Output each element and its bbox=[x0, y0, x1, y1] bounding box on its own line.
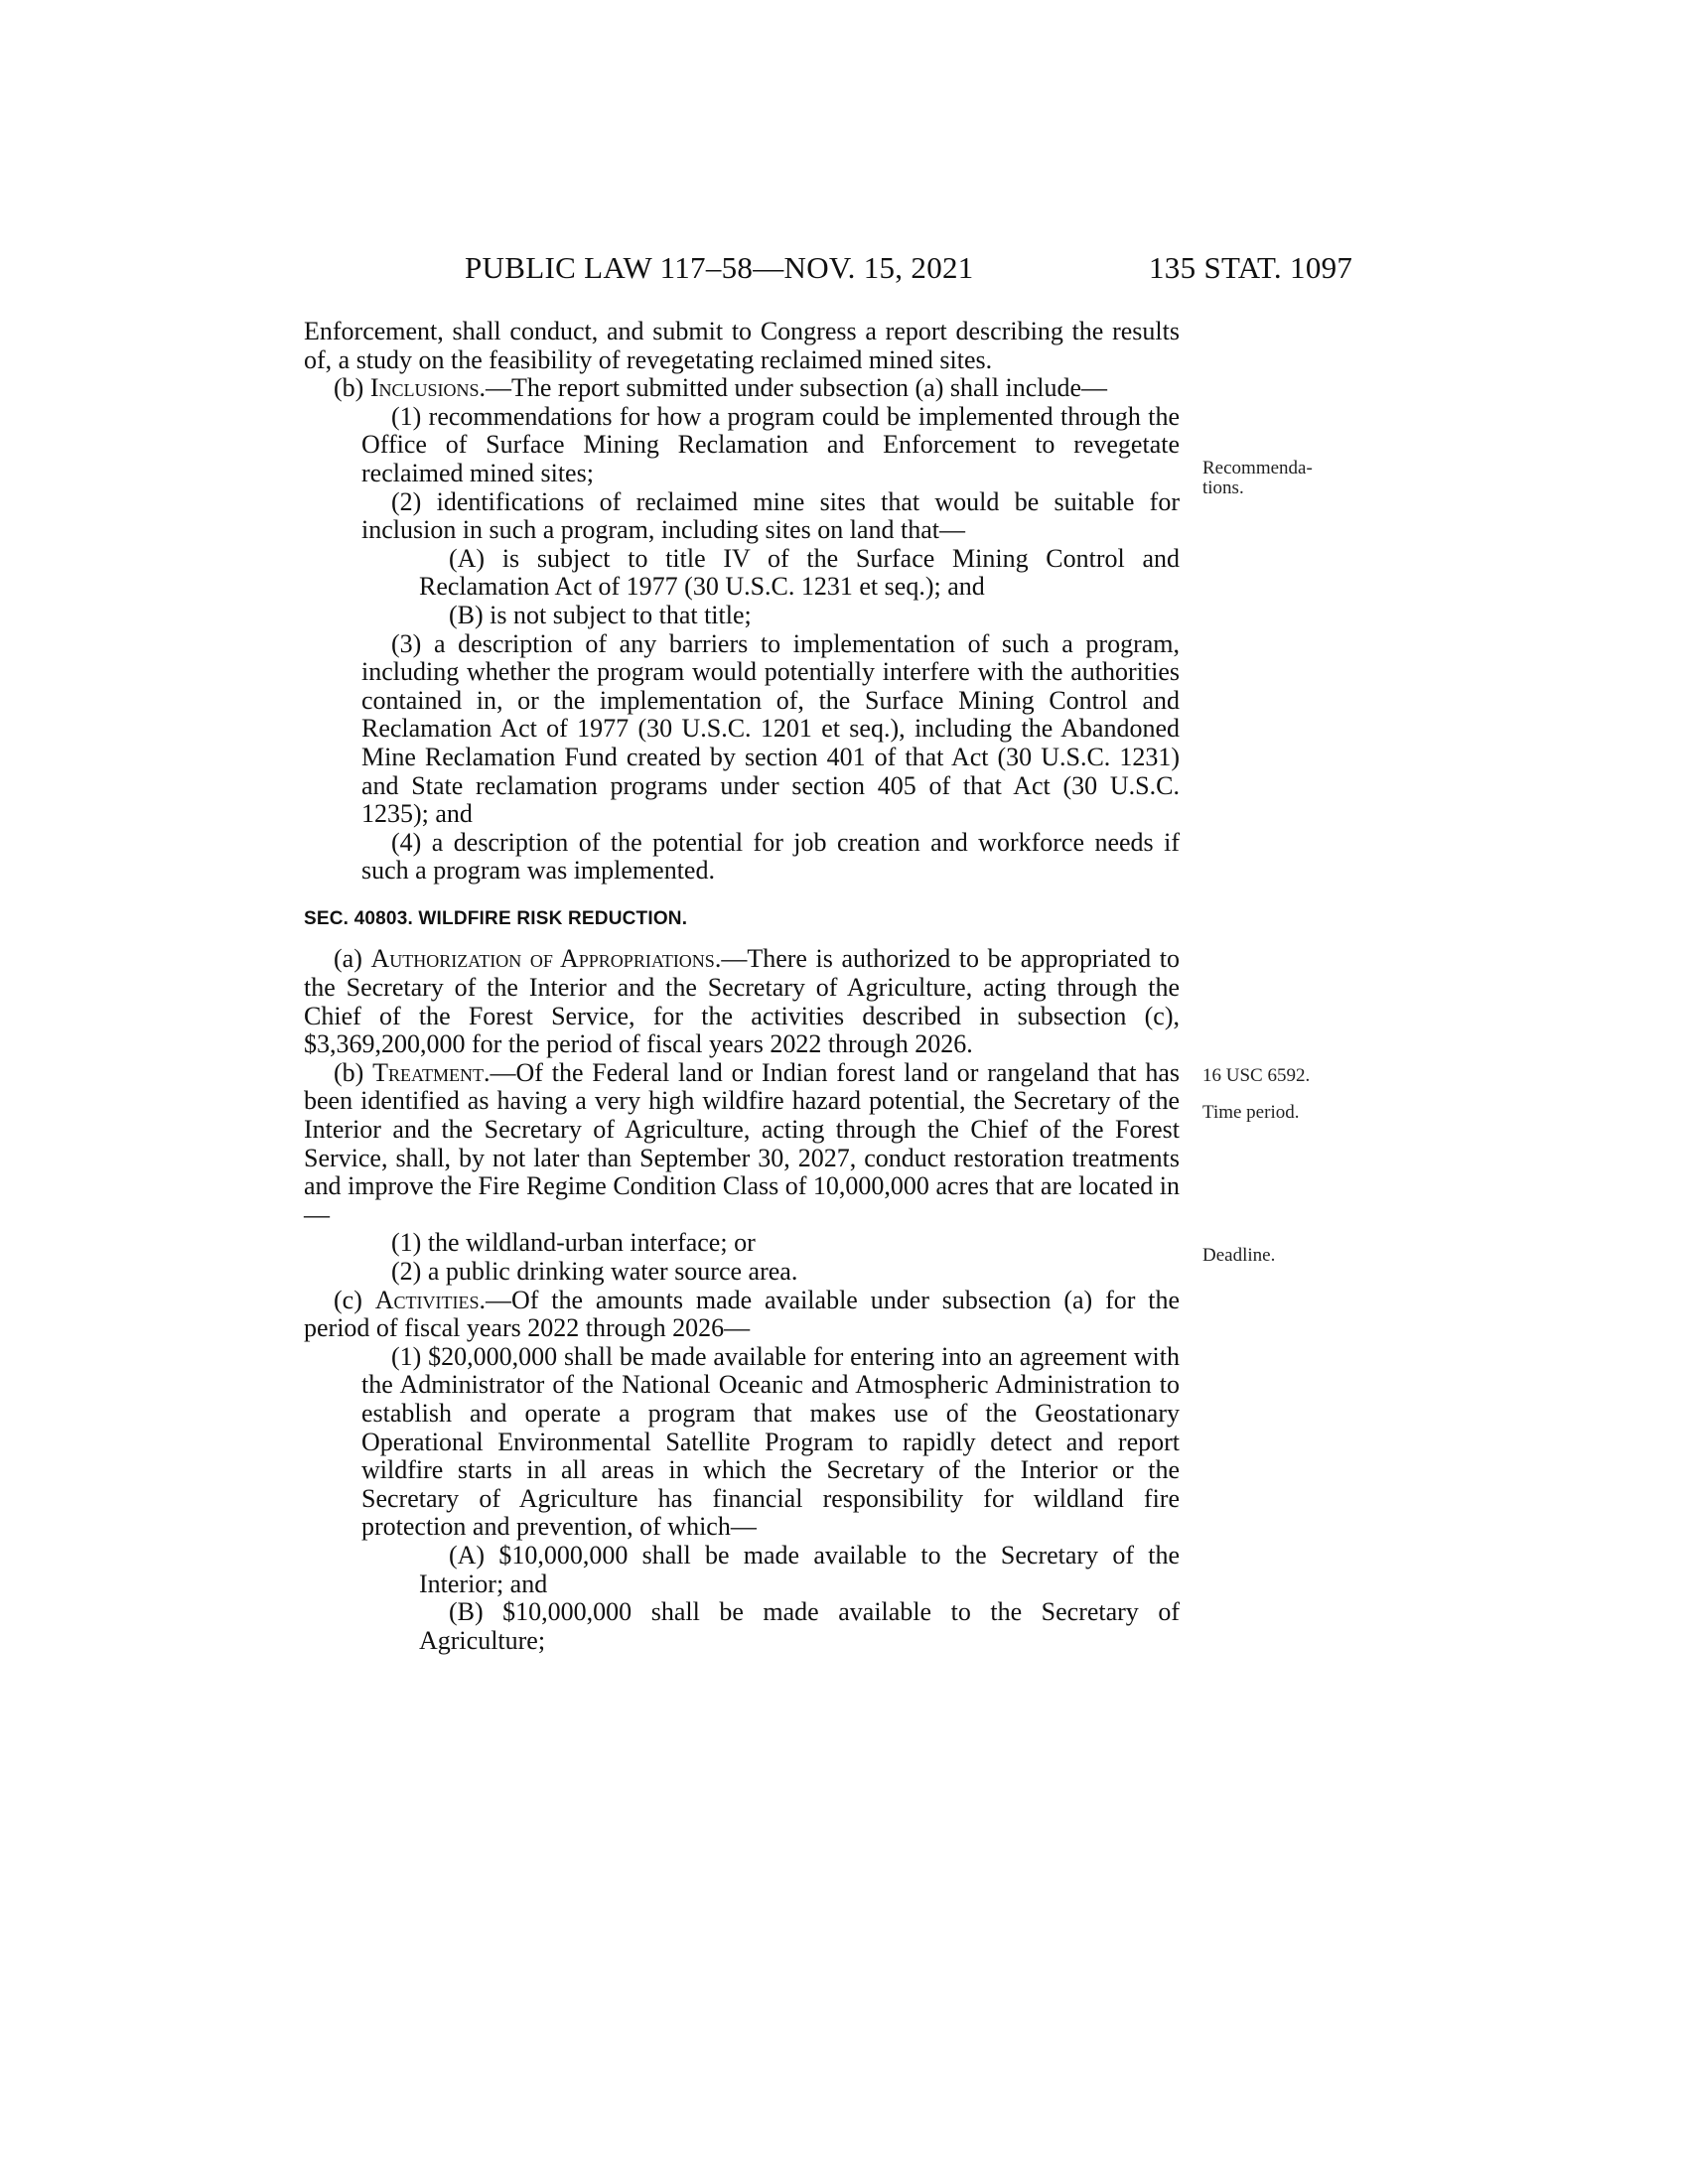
margin-note-line: tions. bbox=[1202, 478, 1244, 498]
subsection-label: (b) bbox=[334, 1057, 373, 1087]
document-body bbox=[304, 318, 1180, 1655]
paragraph-text: (1) recommendations for how a program could be implemented through the Office of Surface Mining Reclamation and Enforcement to revegetate reclaimed mined sites; bbox=[361, 401, 1180, 487]
paragraph-text: (2) identifications of reclaimed mine sites that would be suitable for inclusion in such a program, including sites on land that— bbox=[361, 486, 1180, 545]
subsection-heading: Inclusions bbox=[369, 373, 480, 403]
page-citation: 135 STAT. 1097 bbox=[1149, 250, 1353, 285]
paragraph-text: (B) is not subject to that title; bbox=[449, 600, 752, 629]
subparagraph-item-2a bbox=[304, 545, 1180, 602]
subparagraph-activities-1a bbox=[304, 1542, 1180, 1598]
subsection-label: (c) bbox=[334, 1285, 375, 1314]
paragraph-text: (B) $10,000,000 shall be made available to the Secretary of Agriculture; bbox=[419, 1597, 1180, 1655]
paragraph-text: (2) a public drinking water source area. bbox=[391, 1257, 798, 1286]
subsection-text: .—Of the amounts made available under subsection (a) for the period of fiscal years 2022 through 2026— bbox=[304, 1285, 1180, 1343]
paragraph-text: (1) $20,000,000 shall be made available for entering into an agreement with the Administrator of the National Oceanic and Atmospheric Administration to establish and operate a program that makes use of the Geostationary Operational Environmental Satellite Program to rapidly detect and report wildfire starts in all areas in which the Secretary of the Interior or the Secretary of Agriculture has financial responsibility for wildland fire protection and prevention, of which— bbox=[361, 1341, 1180, 1542]
margin-note-line: Recommenda- bbox=[1202, 458, 1313, 478]
paragraph-item-2 bbox=[304, 488, 1180, 545]
paragraph-text: (A) is subject to title IV of the Surface Mining Control and Reclamation Act of 1977 (30 U.S.C. 1231 et seq.); and bbox=[419, 543, 1180, 602]
paragraph-item-4 bbox=[304, 829, 1180, 886]
subsection-text: .—Of the Federal land or Indian forest land or rangeland that has been identified as having a very high wildfire hazard potential, the Secretary of the Interior and the Secretary of Agriculture, acting through the Chief of the Forest Service, shall, by not later than September 30, 2027, conduct restoration treatments and improve the Fire Regime Condition Class of 10,000,000 acres that are located in— bbox=[304, 1057, 1180, 1229]
paragraph-activities-1 bbox=[304, 1343, 1180, 1542]
paragraph-treatment-1 bbox=[304, 1229, 1180, 1258]
running-header: PUBLIC LAW 117–58—NOV. 15, 2021 bbox=[465, 250, 974, 285]
section-heading: SEC. 40803. WILDFIRE RISK REDUCTION. bbox=[304, 907, 688, 929]
paragraph-text: (3) a description of any barriers to implementation of such a program, including whether the program would potentially interfere with the authorities contained in, or the implementation of, the Surface Mining Control and Reclamation Act of 1977 (30 U.S.C. 1201 et seq.), including the Abandoned Mine Reclamation Fund created by section 401 of that Act (30 U.S.C. 1231) and State reclamation programs under section 405 of that Act (30 U.S.C. 1235); and bbox=[361, 628, 1180, 829]
margin-note-recommendations bbox=[1202, 459, 1351, 498]
paragraph-text: (A) $10,000,000 shall be made available to the Secretary of the Interior; and bbox=[419, 1540, 1180, 1598]
paragraph-item-1 bbox=[304, 403, 1180, 488]
subsection-heading: Treatment bbox=[372, 1057, 484, 1087]
paragraph-text: (1) the wildland-urban interface; or bbox=[391, 1228, 756, 1258]
margin-note-deadline: Deadline. bbox=[1202, 1245, 1276, 1266]
subsection-heading: Authorization of Appropriations bbox=[370, 944, 715, 974]
subsection-label: (a) bbox=[334, 944, 371, 974]
subsection-a-authorization bbox=[304, 945, 1180, 1058]
subsection-c-activities bbox=[304, 1287, 1180, 1343]
subsection-b-treatment bbox=[304, 1059, 1180, 1230]
paragraph-intro: Enforcement, shall conduct, and submit to Congress a report describing the results of, a study on the feasibility of revegetating reclaimed mined sites. bbox=[304, 317, 1180, 374]
paragraph-treatment-2 bbox=[304, 1258, 1180, 1287]
subsection-label: (b) bbox=[334, 373, 370, 403]
subsection-text: .—The report submitted under subsection (a) shall include— bbox=[479, 373, 1108, 403]
margin-note-usc: 16 USC 6592. bbox=[1202, 1065, 1311, 1086]
paragraph-text: (4) a description of the potential for job creation and workforce needs if such a program was implemented. bbox=[361, 827, 1180, 886]
paragraph-item-3 bbox=[304, 630, 1180, 829]
subsection-heading: Activities bbox=[374, 1285, 480, 1314]
margin-note-time-period: Time period. bbox=[1202, 1102, 1300, 1123]
subparagraph-activities-1b bbox=[304, 1598, 1180, 1655]
subparagraph-item-2b bbox=[304, 602, 1180, 630]
subsection-text: .—There is authorized to be appropriated to the Secretary of the Interior and the Secretary of Agriculture, acting through the Chief of the Forest Service, for the activities described in subsection (c), $3,369,200,000 for the period of fiscal years 2022 through 2026. bbox=[304, 944, 1181, 1059]
subsection-b-inclusions bbox=[304, 374, 1180, 403]
